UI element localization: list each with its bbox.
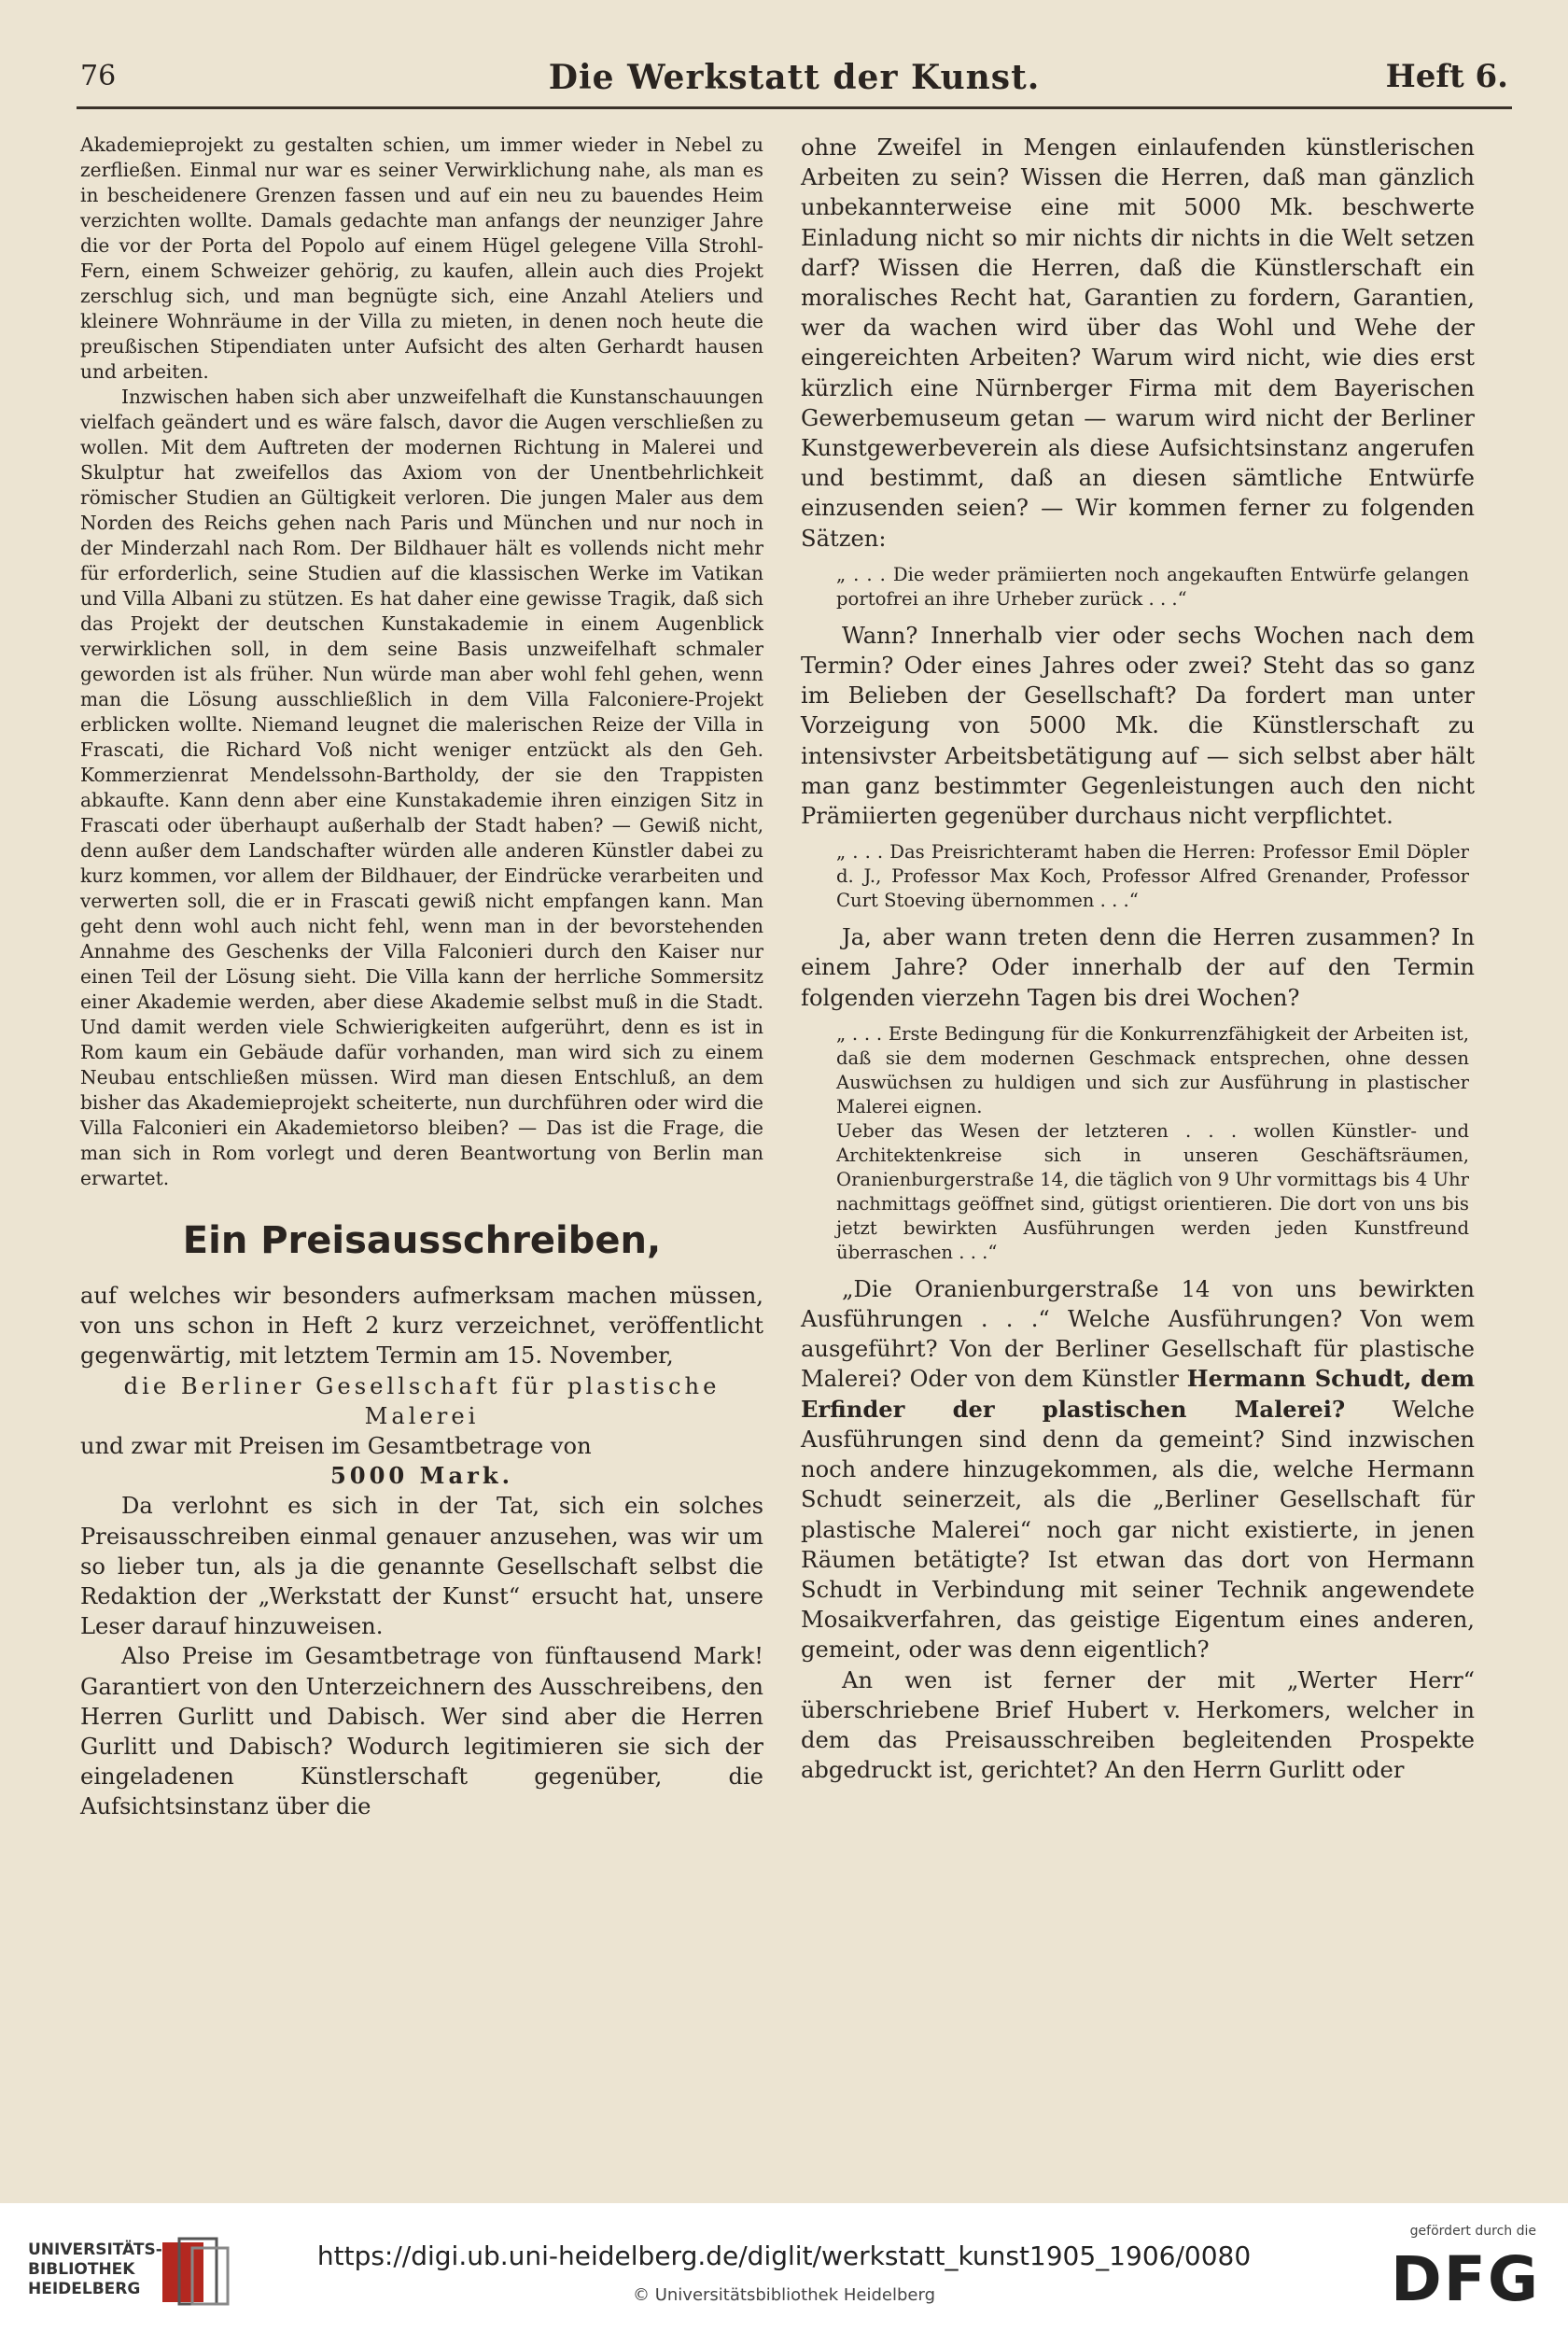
emphasized-text: Hermann Schudt, dem Erfinder der plastischen Malerei? (801, 1365, 1475, 1423)
article-paragraph: An wen ist ferner der mit „Werter Herr“ überschriebene Brief Hubert v. Herkomers, welcher in dem das Preisausschreiben begleitenden Prospekte abgedruckt ist, gerichtet? An den Herrn Gurlitt oder (801, 1666, 1475, 1784)
article-paragraph: Ja, aber wann treten denn die Herren zusammen? In einem Jahre? Oder innerhalb der auf den Termin folgenden vierzehn Tagen bis drei Wochen? (801, 924, 1475, 1011)
page-header (77, 58, 1512, 109)
prize-amount: 5000 Mark. (329, 1462, 514, 1490)
quoted-passage: „ . . . Die weder prämiierten noch angekauften Entwürfe gelangen portofrei an ihre Urheber zurück . . .“ (836, 563, 1469, 610)
library-name-line: UNIVERSITÄTS- (28, 2241, 162, 2259)
copyright-notice: © Universitätsbibliothek Heidelberg (632, 2285, 935, 2305)
quoted-passage: „ . . . Das Preisrichteramt haben die Herren: Professor Emil Döpler d. J., Professor Max Koch, Professor Alfred Grenander, Professor Curt Stoeving übernommen . . .“ (836, 841, 1469, 912)
funding-label: gefördert durch die (1409, 2224, 1536, 2239)
permalink-url[interactable]: https://digi.ub.uni-heidelberg.de/diglit/werkstatt_kunst1905_1906/0080 (316, 2241, 1252, 2271)
article-paragraph: Da verlohnt es sich in der Tat, sich ein solches Preisausschreiben einmal genauer anzusehen, was wir um so lieber tun, als ja die genannte Gesellschaft selbst die Redaktion der „Werkstatt der Kunst“ ersucht hat, unsere Leser darauf hinzuweisen. (80, 1493, 763, 1640)
article-paragraph: und zwar mit Preisen im Gesamtbetrage von (80, 1433, 592, 1460)
paragraph-text: „Die Oranienburgerstraße 14 von uns bewirkten Ausführungen . . .“ Welche Ausführungen? Von wem ausgeführt? Von der Berliner Gesellschaft für plastische Malerei? Oder von dem Künstler (801, 1275, 1475, 1393)
quoted-passage: Ueber das Wesen der letzteren . . . wollen Künstler- und Architektenkreise sich in unseren Geschäftsräumen, Oranienburgerstraße 14, die täglich von 9 Uhr vormittags bis 4 Uhr nachmittags geöffnet sind, gütigst orientieren. Die dort von uns bis jetzt bewirkten Ausführungen werden jeden Kunstfreund überraschen . . .“ (836, 1119, 1469, 1263)
page-number: 76 (80, 60, 117, 92)
article-paragraph: Also Preise im Gesamtbetrage von fünftausend Mark! Garantiert von den Unterzeichnern des Ausschreibens, den Herren Gurlitt und Dabisch. Wer sind aber die Herren Gurlitt und Dabisch? Wodurch legitimieren sie sich der eingeladenen Künstlerschaft gegenüber, die Aufsichtsinstanz über die (80, 1643, 763, 1820)
article-paragraph (801, 1274, 1475, 1665)
article-paragraph: ohne Zweifel in Mengen einlaufenden künstlerischen Arbeiten zu sein? Wissen die Herren, daß man gänzlich unbekannterweise eine mit 5000 Mk. beschwerte Einladung nicht so mir nichts dir nichts in die Welt setzen darf? Wissen die Herren, daß die Künstlerschaft ein moralisches Recht hat, Garantien zu fordern, Garantien, wer da wachen wird über das Wohl und Wehe der eingereichten Arbeiten? Warum wird nicht, wie dies erst kürzlich eine Nürnberger Firma mit dem Bayerischen Gewerbemuseum getan — warum wird nicht der Berliner Kunstgewerbeverein als diese Aufsichtsinstanz angerufen und bestimmt, daß an diesen sämtliche Entwürfe einzusenden seien? — Wir kommen ferner zu folgenden Sätzen: (801, 134, 1475, 552)
quoted-passage: „ . . . Erste Bedingung für die Konkurrenzfähigkeit der Arbeiten ist, daß sie dem modernen Geschmack entsprechen, ohne dessen Auswüchsen zu huldigen und sich zur Ausführung in plastischer Malerei eignen. (836, 1022, 1469, 1117)
section-heading: Ein Preisausschreiben, (182, 1219, 662, 1262)
right-column (801, 133, 1475, 1785)
society-name-line: die Berliner Gesellschaft für plastische (123, 1372, 721, 1399)
society-name-line: Malerei (364, 1402, 480, 1429)
article-paragraph: Inzwischen haben sich aber unzweifelhaft die Kunstanschauungen vielfach geändert und es wäre falsch, davor die Augen verschließen zu wollen. Mit dem Auftreten der modernen Richtung in Malerei und Skulptur hat zweifellos das Axiom von der Unentbehrlichkeit römischer Studien an Gültigkeit verloren. Die jungen Maler aus dem Norden des Reichs gehen nach Paris und München und nur noch in der Minderzahl nach Rom. Der Bildhauer hält es vollends nicht mehr für erforderlich, seine Studien auf die klassischen Werke im Vatikan und Villa Albani zu stützen. Es hat daher eine gewisse Tragik, daß sich das Projekt der deutschen Kunstakademie in einem Augenblick verwirklichen soll, in dem seine Basis unzweifelhaft schmaler geworden ist als früher. Nun würde man aber wohl fehl gehen, wenn man die Lösung ausschließlich in dem Villa Falconiere-Projekt erblicken wollte. Niemand leugnet die malerischen Reize der Villa in Frascati, die Richard Voß nicht weniger entzückt als den Geh. Kommerzienrat Mendelssohn-Bartholdy, der sie den Trappisten abkaufte. Kann denn aber eine Kunstakademie ihren einzigen Sitz in Frascati oder überhaupt außerhalb der Stadt haben? — Gewiß nicht, denn außer dem Landschafter würden alle anderen Künstler dabei zu kurz kommen, vor allem der Bildhauer, der Eindrücke verarbeiten und verwerten soll, die er in Frascati gewiß nicht empfangen kann. Man geht denn wohl auch nicht fehl, wenn man in der bevorstehenden Annahme des Geschenks der Villa Falconieri durch den Kaiser nur einen Teil der Lösung sieht. Die Villa kann der herrliche Sommersitz einer Akademie werden, aber diese Akademie selbst muß in die Stadt. Und damit werden viele Schwierigkeiten aufgerührt, denn es ist in Rom kaum ein Gebäude dafür vorhanden, man wird sich zu einem Neubau entschließen müssen. Wird man diesen Entschluß, an dem bisher das Akademieprojekt scheiterte, nun durchführen oder wird die Villa Falconieri ein Akademietorso bleiben? — Das ist die Frage, die man sich in Rom vorlegt und deren Beantwortung von Berlin man erwartet. (80, 386, 763, 1189)
article-paragraph: Akademieprojekt zu gestalten schien, um immer wieder in Nebel zu zerfließen. Einmal nur war es seiner Verwirklichung nahe, als man es in bescheidenere Grenzen fassen und auf ein neu zu bauendes Heim verzichten wollte. Damals gedachte man anfangs der neunziger Jahre die vor der Porta del Popolo auf einem Hügel gelegene Villa Strohl-Fern, einem Schweizer gehörig, zu kaufen, allein auch dies Projekt zerschlug sich, und man begnügte sich, eine Anzahl Ateliers und kleinere Wohnräume in der Villa zu mieten, in denen noch heute die preußischen Stipendiaten unter Aufsicht des alten Gerhardt hausen und arbeiten. (80, 133, 763, 383)
library-name-line: BIBLIOTHEK (28, 2260, 135, 2279)
paragraph-text: Welche Ausführungen sind denn da gemeint? Sind inzwischen noch andere hinzugekommen, als die, welche Hermann Schudt seinerzeit, als die „Berliner Gesellschaft für plastische Malerei“ noch gar nicht existierte, in jenen Räumen betätigte? Ist etwan das dort von Hermann Schudt in Verbindung mit seiner Technik angewendete Mosaikverfahren, das geistige Eigentum eines anderen, gemeint, oder was denn eigentlich? (801, 1396, 1475, 1664)
article-paragraph: auf welches wir besonders aufmerksam machen müssen, von uns schon in Heft 2 kurz verzeichnet, veröffentlicht gegenwärtig, mit letztem Termin am 15. November, (80, 1283, 763, 1370)
viewer-footer (0, 2203, 1568, 2332)
left-column (80, 133, 763, 1822)
dfg-logo: DFG (1390, 2243, 1540, 2315)
journal-title: Die Werkstatt der Kunst. (548, 58, 1041, 97)
library-name-line: HEIDELBERG (28, 2280, 141, 2298)
issue-number: Heft 6. (1385, 58, 1508, 95)
article-paragraph: Wann? Innerhalb vier oder sechs Wochen nach dem Termin? Oder eines Jahres oder zwei? Steht das so ganz im Belieben der Gesellschaft? Da fordert man unter Vorzeigung von 5000 Mk. die Künstlerschaft zu intensivster Arbeitsbetätigung auf — sich selbst aber hält man ganz bestimmter Gegenleistungen auch den nicht Prämiierten gegenüber durchaus nicht verpflichtet. (801, 622, 1475, 830)
